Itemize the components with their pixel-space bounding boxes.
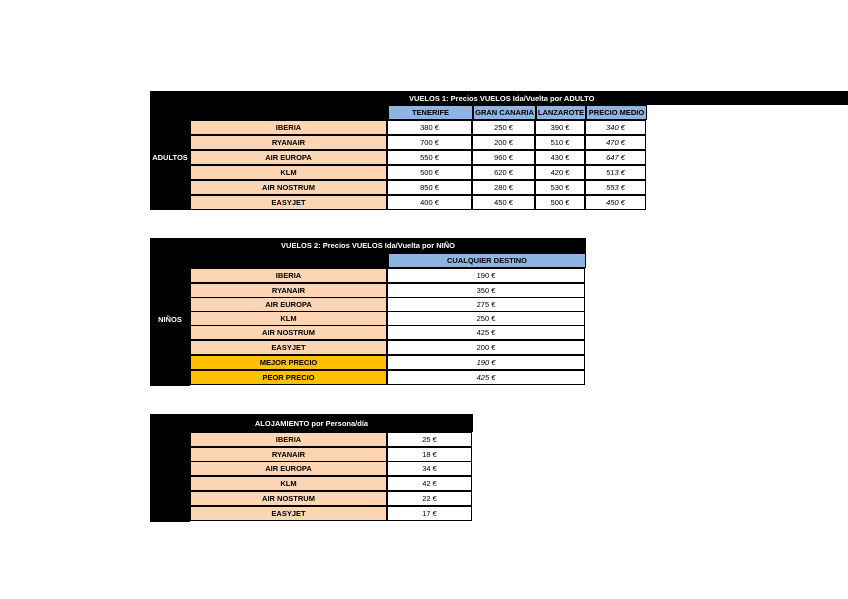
table-row <box>190 268 585 283</box>
row-group-label: ADULTOS <box>150 105 190 210</box>
airline-name: RYANAIR <box>190 135 387 150</box>
price-cell: 390 € <box>535 120 585 135</box>
price-cell: 400 € <box>387 195 472 210</box>
best-price-row <box>190 355 585 370</box>
airline-name: KLM <box>190 476 387 491</box>
price-cell: 17 € <box>387 506 472 521</box>
best-price-label: MEJOR PRECIO <box>190 355 387 370</box>
price-cell: 350 € <box>387 283 585 298</box>
average-cell: 553 € <box>585 180 646 195</box>
table-row <box>190 325 585 340</box>
table-row <box>190 150 646 165</box>
price-cell: 500 € <box>535 195 585 210</box>
airline-name: RYANAIR <box>190 283 387 298</box>
price-cell: 280 € <box>472 180 535 195</box>
price-cell: 700 € <box>387 135 472 150</box>
price-cell: 275 € <box>387 297 585 312</box>
worst-price-value: 425 € <box>387 370 585 385</box>
column-header: GRAN CANARIA <box>473 105 536 120</box>
column-header: LANZAROTE <box>536 105 586 120</box>
table-row <box>190 461 472 476</box>
airline-name: AIR EUROPA <box>190 297 387 312</box>
average-cell: 647 € <box>585 150 646 165</box>
airline-name: EASYJET <box>190 506 387 521</box>
price-cell: 550 € <box>387 150 472 165</box>
price-cell: 430 € <box>535 150 585 165</box>
airline-name: IBERIA <box>190 432 387 447</box>
price-cell: 200 € <box>387 340 585 355</box>
table-row <box>190 491 472 506</box>
airline-name: AIR EUROPA <box>190 150 387 165</box>
airline-name: AIR NOSTRUM <box>190 180 387 195</box>
header-spacer <box>190 105 388 120</box>
price-cell: 190 € <box>387 268 585 283</box>
average-cell: 340 € <box>585 120 646 135</box>
best-price-value: 190 € <box>387 355 585 370</box>
airline-name: AIR EUROPA <box>190 461 387 476</box>
table-row <box>190 447 472 462</box>
table-row <box>190 120 646 135</box>
table-title: ALOJAMIENTO por Persona/día <box>150 414 473 432</box>
row-group-label: NIÑOS <box>150 253 190 386</box>
average-cell: 470 € <box>585 135 646 150</box>
price-cell: 250 € <box>387 311 585 326</box>
price-cell: 380 € <box>387 120 472 135</box>
row-group-side <box>150 432 190 522</box>
price-cell: 960 € <box>472 150 535 165</box>
airline-name: AIR NOSTRUM <box>190 325 387 340</box>
airline-name: IBERIA <box>190 120 387 135</box>
price-cell: 18 € <box>387 447 472 462</box>
airline-name: AIR NOSTRUM <box>190 491 387 506</box>
worst-price-label: PEOR PRECIO <box>190 370 387 385</box>
header-row <box>388 105 647 120</box>
price-cell: 425 € <box>387 325 585 340</box>
table-row <box>190 432 472 447</box>
price-cell: 25 € <box>387 432 472 447</box>
price-cell: 34 € <box>387 461 472 476</box>
table-row <box>190 506 472 521</box>
table-title: VUELOS 1: Precios VUELOS Ida/Vuelta por ADULTO <box>150 91 848 105</box>
airline-name: KLM <box>190 165 387 180</box>
table-row <box>190 195 646 210</box>
table-row <box>190 297 585 312</box>
price-cell: 420 € <box>535 165 585 180</box>
price-cell: 450 € <box>472 195 535 210</box>
table-row <box>190 476 472 491</box>
table-row <box>190 311 585 326</box>
price-cell: 510 € <box>535 135 585 150</box>
price-cell: 530 € <box>535 180 585 195</box>
airline-name: KLM <box>190 311 387 326</box>
table-row <box>190 135 646 150</box>
worst-price-row <box>190 370 585 385</box>
column-header: PRECIO MEDIO <box>586 105 647 120</box>
airline-name: RYANAIR <box>190 447 387 462</box>
price-cell: 250 € <box>472 120 535 135</box>
column-header: TENERIFE <box>388 105 473 120</box>
price-cell: 620 € <box>472 165 535 180</box>
table-title: VUELOS 2: Precios VUELOS Ida/Vuelta por NIÑO <box>150 238 586 253</box>
price-cell: 500 € <box>387 165 472 180</box>
average-cell: 450 € <box>585 195 646 210</box>
price-cell: 22 € <box>387 491 472 506</box>
table-row <box>190 180 646 195</box>
average-cell: 513 € <box>585 165 646 180</box>
table-row <box>190 165 646 180</box>
table-row <box>190 340 585 355</box>
table-row <box>190 283 585 298</box>
airline-name: IBERIA <box>190 268 387 283</box>
column-header: CUALQUIER DESTINO <box>388 253 586 268</box>
price-cell: 850 € <box>387 180 472 195</box>
airline-name: EASYJET <box>190 340 387 355</box>
price-cell: 42 € <box>387 476 472 491</box>
airline-name: EASYJET <box>190 195 387 210</box>
price-cell: 200 € <box>472 135 535 150</box>
header-spacer <box>190 253 388 268</box>
